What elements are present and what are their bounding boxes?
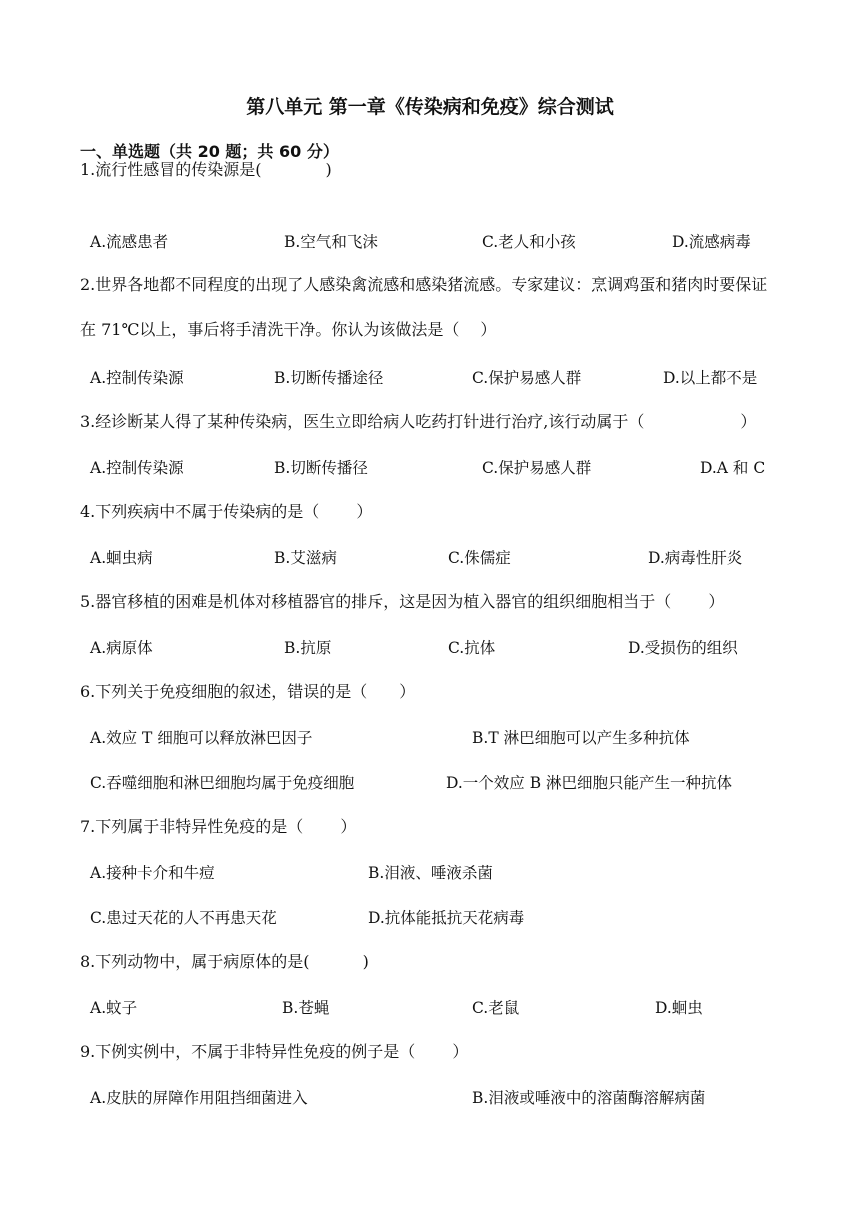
question-stem-9: 9.下例实例中，不属于非特异性免疫的例子是（ ） [80, 1042, 469, 1061]
q4-option-b: B.艾滋病 [274, 549, 337, 567]
q1-option-c: C.老人和小孩 [482, 233, 576, 251]
q2-option-b: B.切断传播途径 [274, 369, 384, 387]
q1-option-b: B.空气和飞沫 [284, 233, 378, 251]
q7-option-a: A.接种卡介和牛痘 [90, 864, 215, 882]
question-stem-8: 8.下列动物中，属于病原体的是( ) [80, 952, 369, 971]
question-stem-7: 7.下列属于非特异性免疫的是（ ） [80, 817, 357, 836]
q3-option-a: A.控制传染源 [90, 459, 184, 477]
q7-option-b: B.泪液、唾液杀菌 [368, 864, 493, 882]
question-stem-5: 5.器官移植的困难是机体对移植器官的排斥，这是因为植入器官的组织细胞相当于（ ） [80, 592, 725, 611]
question-stem-4: 4.下列疾病中不属于传染病的是（ ） [80, 502, 373, 521]
q5-option-d: D.受损伤的组织 [628, 639, 738, 657]
q3-option-b: B.切断传播径 [274, 459, 368, 477]
q2-option-a: A.控制传染源 [90, 369, 184, 387]
question-stem-2: 2.世界各地都不同程度的出现了人感染禽流感和感染猪流感。专家建议：烹调鸡蛋和猪肉时要保证在 71℃以上，事后将手清洗干净。你认为该做法是（ ） [80, 275, 768, 339]
question-stem-6: 6.下列关于免疫细胞的叙述，错误的是（ ） [80, 682, 416, 701]
q7-option-d: D.抗体能抵抗天花病毒 [368, 909, 525, 927]
q8-option-b: B.苍蝇 [282, 999, 330, 1017]
q9-option-a: A.皮肤的屏障作用阻挡细菌进入 [90, 1089, 308, 1107]
q2-option-c: C.保护易感人群 [472, 369, 582, 387]
q6-option-a: A.效应 T 细胞可以释放淋巴因子 [90, 729, 313, 747]
q6-option-d: D.一个效应 B 淋巴细胞只能产生一种抗体 [446, 774, 733, 792]
q1-option-a: A.流感患者 [90, 233, 169, 251]
q3-option-d: D.A 和 C [700, 459, 766, 477]
q9-option-b: B.泪液或唾液中的溶菌酶溶解病菌 [472, 1089, 706, 1107]
question-stem-3: 3.经诊断某人得了某种传染病，医生立即给病人吃药打针进行治疗,该行动属于（ ） [80, 412, 757, 431]
q7-option-c: C.患过天花的人不再患天花 [90, 909, 277, 927]
q1-option-d: D.流感病毒 [672, 233, 751, 251]
page-title: 第八单元 第一章《传染病和免疫》综合测试 [246, 96, 614, 118]
q8-option-d: D.蛔虫 [655, 999, 703, 1017]
q5-option-b: B.抗原 [284, 639, 332, 657]
q5-option-c: C.抗体 [448, 639, 496, 657]
q2-option-d: D.以上都不是 [663, 369, 758, 387]
q6-option-b: B.T 淋巴细胞可以产生多种抗体 [472, 729, 690, 747]
q4-option-a: A.蛔虫病 [90, 549, 153, 567]
question-stem-1: 1.流行性感冒的传染源是( ) [80, 160, 332, 179]
q4-option-c: C.侏儒症 [448, 549, 511, 567]
q6-option-c: C.吞噬细胞和淋巴细胞均属于免疫细胞 [90, 774, 355, 792]
q8-option-c: C.老鼠 [472, 999, 520, 1017]
q8-option-a: A.蚊子 [90, 999, 138, 1017]
section-heading: 一、单选题（共 20 题；共 60 分） [80, 142, 339, 161]
q5-option-a: A.病原体 [90, 639, 153, 657]
q3-option-c: C.保护易感人群 [482, 459, 592, 477]
q4-option-d: D.病毒性肝炎 [648, 549, 743, 567]
